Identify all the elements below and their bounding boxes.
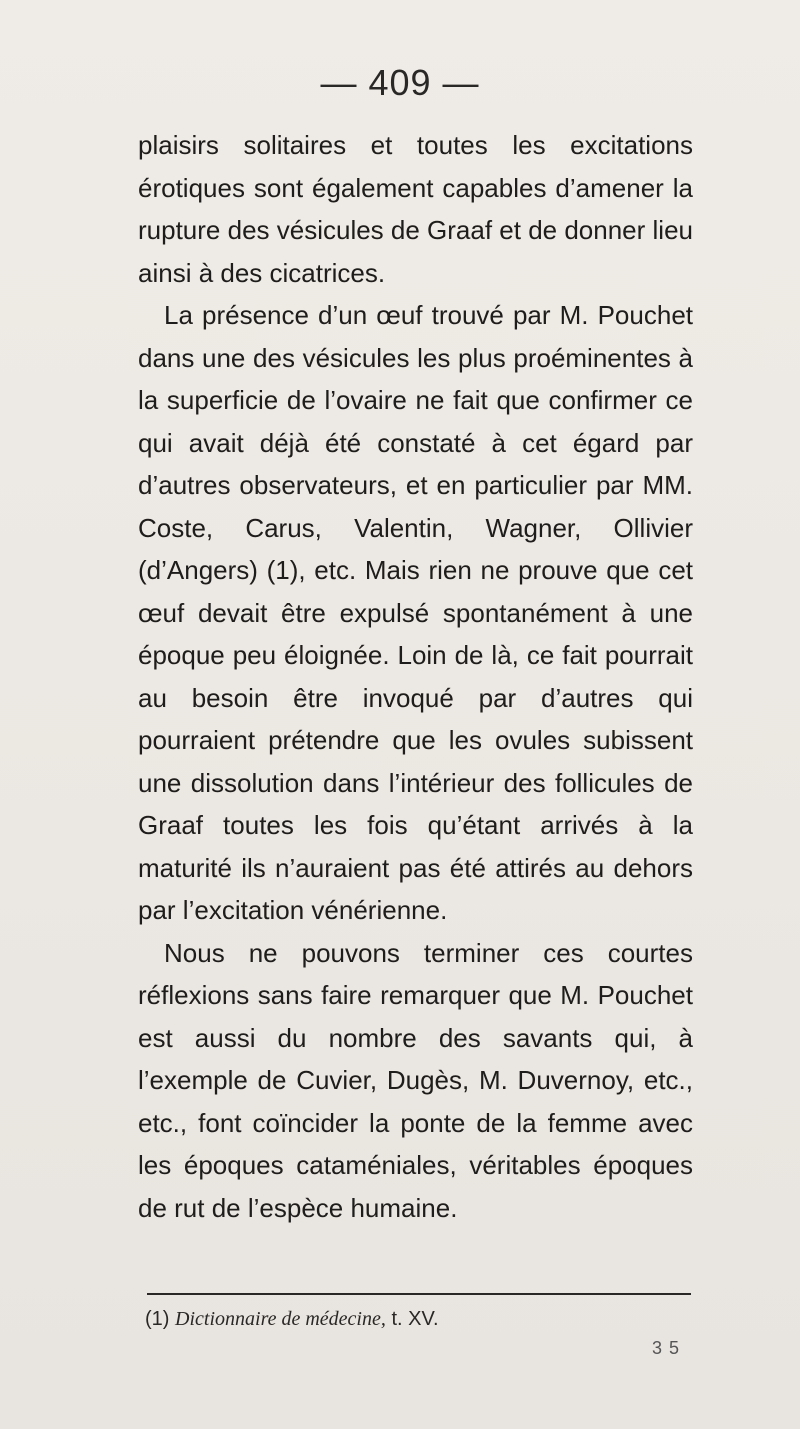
footnote-reference: t. XV. (391, 1308, 439, 1330)
paragraph-1: plaisirs solitaires et toutes les excitations érotiques sont également capables d’amener la rupture des vésicules de Graaf et de donner lieu ainsi à des cicatrices. (138, 130, 694, 288)
footnote-title: Dictionnaire de médecine, (175, 1308, 386, 1330)
paragraph-3: Nous ne pouvons terminer ces courtes réflexions sans faire remarquer que M. Pouchet est aussi du nombre des savants qui, à l’exemple de Cuvier, Dugès, M. Duvernoy, etc., etc., font coïncider la ponte de la femme avec les époques cataméniales, véritables époques de rut de l’espèce humaine. (138, 937, 693, 1223)
body-text (138, 124, 693, 1229)
page-number: — 409 — (320, 62, 480, 103)
printer-signature: 3 5 (652, 1338, 681, 1358)
paragraph-2: La présence d’un œuf trouvé par M. Pouchet dans une des vésicules les plus proéminentes à la superficie de l’ovaire ne fait que confirmer ce qui avait déjà été constaté à cet égard par d’autres observateurs, et en particulier par MM. Coste, Carus, Valentin, Wagner, Ollivier (d’Angers) (1), etc. Mais rien ne prouve que cet œuf devait être expulsé spontanément à une époque peu éloignée. Loin de là, ce fait pourrait au besoin être invoqué par d’autres qui pourraient prétendre que les ovules subissent une dissolution dans l’intérieur des follicules de Graaf toutes les fois qu’étant arrivés à la maturité ils n’auraient pas été attirés au dehors par l’excitation vénérienne. (138, 300, 693, 925)
footnote-marker: (1) (145, 1308, 170, 1330)
footnote-divider (147, 1293, 691, 1295)
footnote (145, 1308, 439, 1331)
